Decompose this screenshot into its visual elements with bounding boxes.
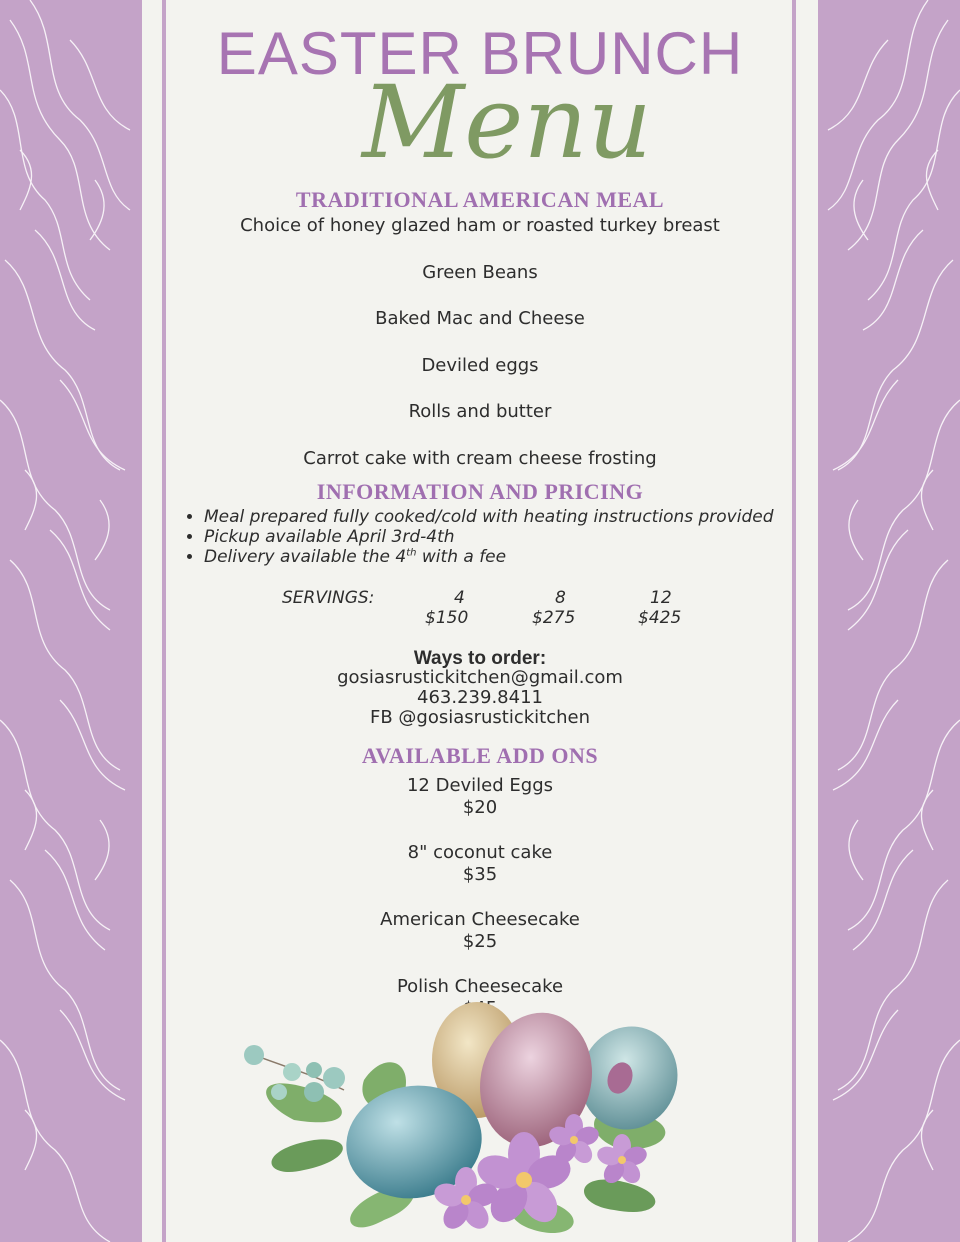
servings-label: SERVINGS: bbox=[282, 588, 375, 608]
script-word: Menu bbox=[360, 64, 652, 181]
meal-item: Rolls and butter bbox=[408, 401, 552, 422]
right-border-pattern bbox=[818, 0, 960, 1242]
addon-price: $20 bbox=[462, 797, 498, 818]
meal-item: Green Beans bbox=[422, 262, 538, 283]
addon-price: $25 bbox=[462, 931, 498, 952]
addon-name: American Cheesecake bbox=[380, 909, 580, 930]
info-bullet-delivery bbox=[204, 547, 824, 567]
addon-name: Polish Cheesecake bbox=[396, 976, 564, 997]
easter-eggs-illustration bbox=[234, 1000, 714, 1242]
delivery-text-end: with a fee bbox=[416, 547, 507, 567]
order-phone: 463.239.8411 bbox=[417, 687, 543, 708]
meal-item: Carrot cake with cream cheese frosting bbox=[303, 448, 657, 469]
menu-page bbox=[142, 0, 818, 1242]
meal-item: Deviled eggs bbox=[421, 355, 539, 376]
info-bullet: • Meal prepared fully cooked/cold with heating instructions provided bbox=[204, 507, 824, 527]
delivery-sup: th bbox=[406, 547, 417, 559]
info-bullet-list bbox=[182, 507, 824, 567]
servings-table bbox=[282, 588, 702, 632]
info-bullet: • Pickup available April 3rd-4th bbox=[204, 527, 824, 547]
serving-price: $425 bbox=[638, 608, 682, 628]
menu-title: EASTER BRUNCH bbox=[216, 20, 744, 87]
order-facebook: FB @gosiasrustickitchen bbox=[369, 707, 591, 728]
left-border-pattern bbox=[0, 0, 142, 1242]
meal-item: Choice of honey glazed ham or roasted turkey breast bbox=[240, 215, 720, 236]
info-heading: INFORMATION AND PRICING bbox=[316, 479, 644, 504]
addon-name: 12 Deviled Eggs bbox=[406, 775, 554, 796]
addons-heading: AVAILABLE ADD ONS bbox=[361, 743, 599, 768]
meal-heading: TRADITIONAL AMERICAN MEAL bbox=[295, 187, 665, 212]
menu-script-title bbox=[352, 62, 672, 192]
serving-size: 8 bbox=[555, 588, 566, 608]
order-email: gosiasrustickitchen@gmail.com bbox=[337, 667, 623, 688]
delivery-text: Delivery available the 4 bbox=[204, 547, 407, 567]
order-heading: Ways to order: bbox=[413, 648, 547, 669]
serving-size: 4 bbox=[454, 588, 465, 608]
serving-size: 12 bbox=[650, 588, 672, 608]
serving-price: $275 bbox=[532, 608, 576, 628]
meal-item: Baked Mac and Cheese bbox=[375, 308, 585, 329]
addon-name: 8" coconut cake bbox=[407, 842, 553, 863]
serving-price: $150 bbox=[425, 608, 469, 628]
addon-price: $35 bbox=[462, 864, 498, 885]
